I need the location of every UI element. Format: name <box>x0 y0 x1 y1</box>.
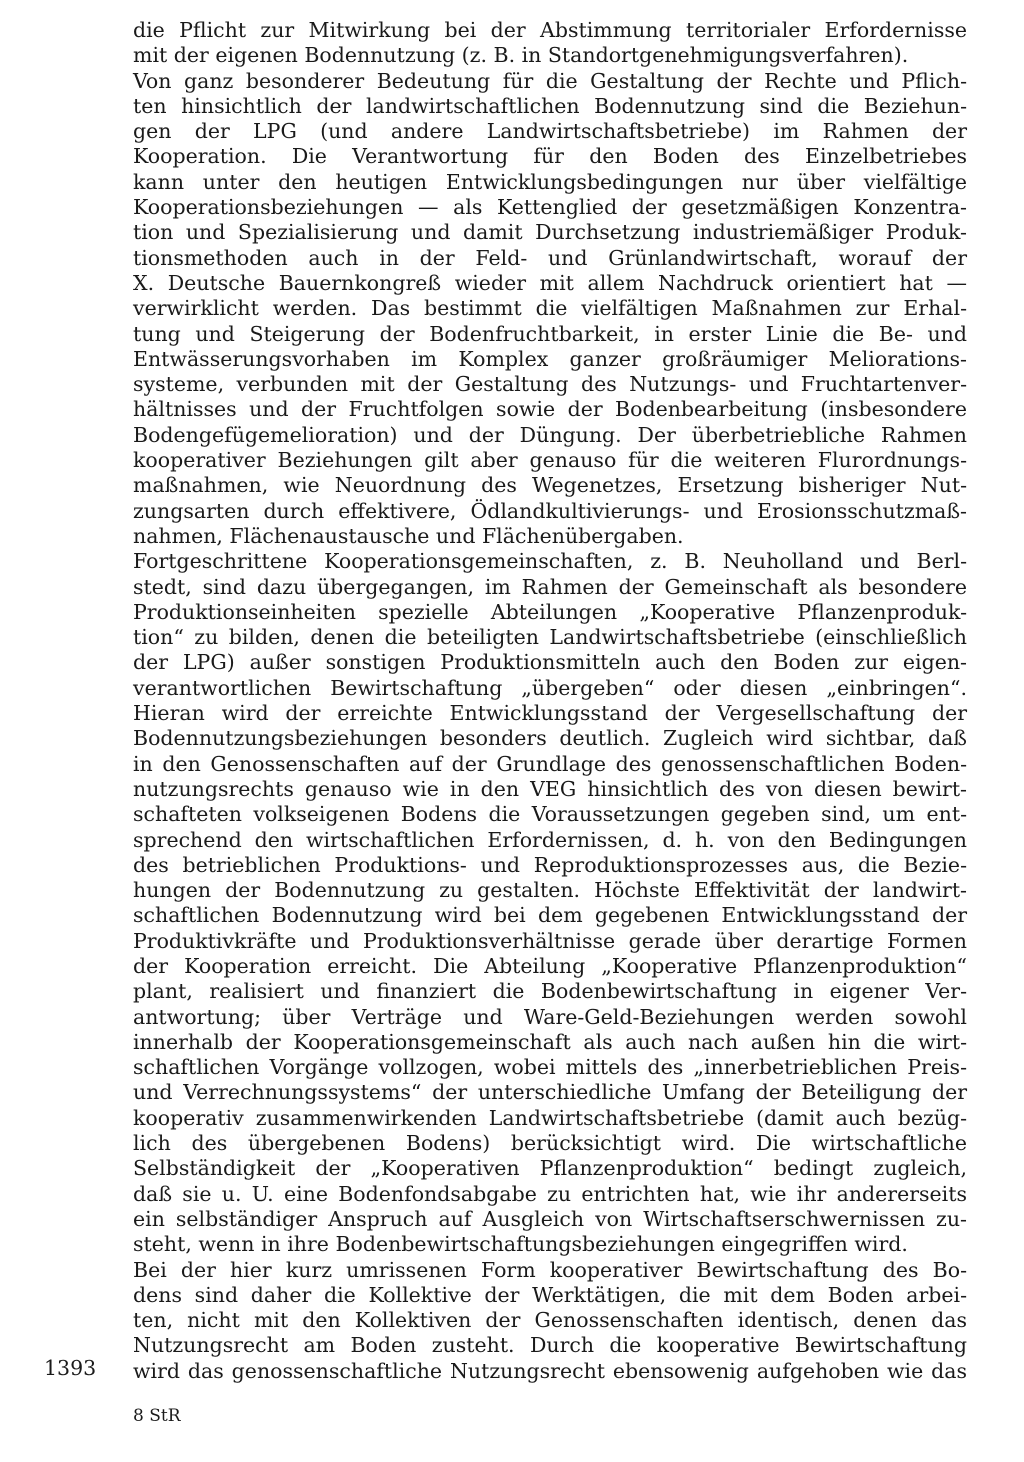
text-line: Bei der hier kurz umrissenen Form kooperativer Bewirtschaftung des Bo- <box>133 1257 967 1282</box>
text-line: ten, nicht mit den Kollektiven der Genossenschaften identisch, denen das <box>133 1308 967 1333</box>
text-line: Hieran wird der erreichte Entwicklungsstand der Vergesellschaftung der <box>133 701 967 726</box>
text-line: Nutzungsrecht am Boden zusteht. Durch die kooperative Bewirtschaftung <box>133 1333 967 1358</box>
text-line: antwortung; über Verträge und Ware-Geld-Beziehungen werden sowohl <box>133 1004 967 1029</box>
text-line: ein selbständiger Anspruch auf Ausgleich von Wirtschaftserschwernissen zu- <box>133 1206 967 1231</box>
body-text <box>133 18 967 1384</box>
text-line: nahmen, Flächenaustausche und Flächenübergaben. <box>133 523 684 548</box>
text-line: Bodengefügemelioration) und der Düngung. Der überbetriebliche Rahmen <box>133 422 967 447</box>
text-line: steht, wenn in ihre Bodenbewirtschaftungsbeziehungen eingegriffen wird. <box>133 1232 908 1257</box>
text-line: maßnahmen, wie Neuordnung des Wegenetzes, Ersetzung bisheriger Nut- <box>133 473 967 498</box>
text-line: tion“ zu bilden, denen die beteiligten Landwirtschaftsbetriebe (einschließlich <box>133 625 967 650</box>
text-line: Produktivkräfte und Produktionsverhältnisse gerade über derartige Formen <box>133 928 967 953</box>
text-line: tionsmethoden auch in der Feld- und Grünlandwirtschaft, worauf der <box>133 245 967 270</box>
text-line: kooperativ zusammenwirkenden Landwirtschaftsbetriebe (damit auch bezüg- <box>133 1105 967 1130</box>
text-line: in den Genossenschaften auf der Grundlage des genossenschaftlichen Boden- <box>133 751 967 776</box>
text-line: systeme, verbunden mit der Gestaltung des Nutzungs- und Fruchtartenver- <box>133 372 967 397</box>
page-number: 1393 <box>44 1356 97 1380</box>
text-line: zungsarten durch effektivere, Ödlandkultivierungs- und Erosionsschutzmaß- <box>133 498 967 523</box>
text-line: schaftlichen Vorgänge vollzogen, wobei mittels des „innerbetrieblichen Preis- <box>133 1055 967 1080</box>
text-line: Fortgeschrittene Kooperationsgemeinschaften, z. B. Neuholland und Berl- <box>133 549 967 574</box>
text-line: Bodennutzungsbeziehungen besonders deutlich. Zugleich wird sichtbar, daß <box>133 726 967 751</box>
text-line: des betrieblichen Produktions- und Reproduktionsprozesses aus, die Bezie- <box>133 852 967 877</box>
text-line: lich des übergebenen Bodens) berücksichtigt wird. Die wirtschaftliche <box>133 1131 967 1156</box>
text-line: nutzungsrechts genauso wie in den VEG hinsichtlich des von diesen bewirt- <box>133 776 967 801</box>
text-line: Produktionseinheiten spezielle Abteilungen „Kooperative Pflanzenproduk- <box>133 599 967 624</box>
text-line: plant, realisiert und finanziert die Bodenbewirtschaftung in eigener Ver- <box>133 979 967 1004</box>
text-line: verwirklicht werden. Das bestimmt die vielfältigen Maßnahmen zur Erhal- <box>133 296 967 321</box>
text-line: Von ganz besonderer Bedeutung für die Gestaltung der Rechte und Pflich- <box>133 68 967 93</box>
text-line: der Kooperation erreicht. Die Abteilung „Kooperative Pflanzenproduktion“ <box>133 953 967 978</box>
text-line: tion und Spezialisierung und damit Durchsetzung industriemäßiger Produk- <box>133 220 967 245</box>
text-line: tung und Steigerung der Bodenfruchtbarkeit, in erster Linie die Be- und <box>133 321 967 346</box>
text-line: wird das genossenschaftliche Nutzungsrecht ebensowenig aufgehoben wie das <box>133 1358 967 1383</box>
text-line: schaftlichen Bodennutzung wird bei dem gegebenen Entwicklungsstand der <box>133 903 967 928</box>
text-line: schafteten volkseigenen Bodens die Voraussetzungen gegeben sind, um ent- <box>133 802 967 827</box>
text-line: verantwortlichen Bewirtschaftung „übergeben“ oder diesen „einbringen“. <box>133 675 967 700</box>
printer-signature: 8 StR <box>133 1406 181 1426</box>
text-line: und Verrechnungssystems“ der unterschiedliche Umfang der Beteiligung der <box>133 1080 967 1105</box>
text-line: die Pflicht zur Mitwirkung bei der Abstimmung territorialer Erfordernisse <box>133 18 967 42</box>
text-line: stedt, sind dazu übergegangen, im Rahmen der Gemeinschaft als besondere <box>133 574 967 599</box>
text-line: kann unter den heutigen Entwicklungsbedingungen nur über vielfältige <box>133 169 967 194</box>
text-line: dens sind daher die Kollektive der Werktätigen, die mit dem Boden arbei- <box>133 1282 967 1307</box>
text-line: hungen der Bodennutzung zu gestalten. Höchste Effektivität der landwirt- <box>133 878 967 903</box>
text-line: Kooperationsbeziehungen — als Kettenglied der gesetzmäßigen Konzentra- <box>133 195 967 220</box>
text-line: kooperativer Beziehungen gilt aber genauso für die weiteren Flurordnungs- <box>133 448 967 473</box>
text-line: Selbständigkeit der „Kooperativen Pflanzenproduktion“ bedingt zugleich, <box>133 1156 967 1181</box>
text-line: gen der LPG (und andere Landwirtschaftsbetriebe) im Rahmen der <box>133 119 967 144</box>
text-line: ten hinsichtlich der landwirtschaftlichen Bodennutzung sind die Beziehun- <box>133 93 967 118</box>
text-line: Kooperation. Die Verantwortung für den Boden des Einzelbetriebes <box>133 144 967 169</box>
text-line: hältnisses und der Fruchtfolgen sowie der Bodenbearbeitung (insbesondere <box>133 397 967 422</box>
text-line: der LPG) außer sonstigen Produktionsmitteln auch den Boden zur eigen- <box>133 650 967 675</box>
text-line: mit der eigenen Bodennutzung (z. B. in Standortgenehmigungsverfahren). <box>133 43 909 68</box>
text-line: daß sie u. U. eine Bodenfondsabgabe zu entrichten hat, wie ihr andererseits <box>133 1181 967 1206</box>
text-line: Entwässerungsvorhaben im Komplex ganzer großräumiger Meliorations- <box>133 346 967 371</box>
text-line: X. Deutsche Bauernkongreß wieder mit allem Nachdruck orientiert hat — <box>133 270 967 295</box>
text-line: sprechend den wirtschaftlichen Erfordernissen, d. h. von den Bedingungen <box>133 827 967 852</box>
text-line: innerhalb der Kooperationsgemeinschaft als auch nach außen hin die wirt- <box>133 1029 967 1054</box>
